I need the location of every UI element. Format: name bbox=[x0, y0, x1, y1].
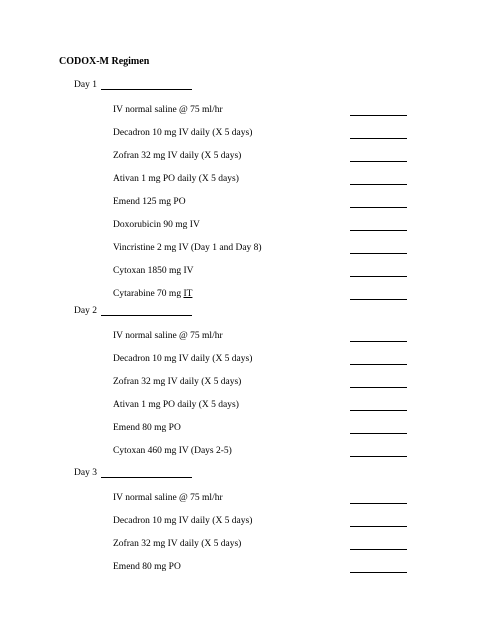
medication-check-blank[interactable] bbox=[350, 184, 407, 185]
medication-check-blank[interactable] bbox=[350, 364, 407, 365]
medication-label: IV normal saline @ 75 ml/hr bbox=[113, 493, 223, 503]
medication-row bbox=[113, 443, 408, 457]
medication-row bbox=[113, 263, 408, 277]
medication-label: Ativan 1 mg PO daily (X 5 days) bbox=[113, 400, 239, 410]
medication-row bbox=[113, 194, 408, 208]
medication-row bbox=[113, 125, 408, 139]
medication-row bbox=[113, 217, 408, 231]
medication-row bbox=[113, 171, 408, 185]
day-2-header bbox=[74, 305, 192, 319]
medication-check-blank[interactable] bbox=[350, 299, 407, 300]
medication-row bbox=[113, 536, 408, 550]
medication-label: IV normal saline @ 75 ml/hr bbox=[113, 331, 223, 341]
day-signature-blank[interactable] bbox=[101, 305, 192, 316]
medication-label: Zofran 32 mg IV daily (X 5 days) bbox=[113, 377, 242, 387]
medication-check-blank[interactable] bbox=[350, 115, 407, 116]
medication-row bbox=[113, 102, 408, 116]
medication-row bbox=[113, 374, 408, 388]
day-signature-blank[interactable] bbox=[101, 467, 192, 478]
medication-label: Vincristine 2 mg IV (Day 1 and Day 8) bbox=[113, 243, 262, 253]
day-label: Day 2 bbox=[74, 306, 97, 316]
route-underlined: IT bbox=[183, 289, 193, 299]
medication-check-blank[interactable] bbox=[350, 253, 407, 254]
medication-label: Emend 80 mg PO bbox=[113, 562, 181, 572]
medication-label: Decadron 10 mg IV daily (X 5 days) bbox=[113, 354, 253, 364]
medication-check-blank[interactable] bbox=[350, 433, 407, 434]
medication-row bbox=[113, 286, 408, 300]
day-label: Day 3 bbox=[74, 468, 97, 478]
medication-check-blank[interactable] bbox=[350, 341, 407, 342]
medication-label: Doxorubicin 90 mg IV bbox=[113, 220, 200, 230]
medication-check-blank[interactable] bbox=[350, 387, 407, 388]
medication-check-blank[interactable] bbox=[350, 207, 407, 208]
medication-check-blank[interactable] bbox=[350, 456, 407, 457]
medication-label: Decadron 10 mg IV daily (X 5 days) bbox=[113, 128, 253, 138]
medication-check-blank[interactable] bbox=[350, 549, 407, 550]
medication-check-blank[interactable] bbox=[350, 276, 407, 277]
medication-label: Cytarabine 70 mg IT bbox=[113, 289, 193, 299]
day-signature-blank[interactable] bbox=[101, 79, 192, 90]
medication-row bbox=[113, 397, 408, 411]
medication-label: Decadron 10 mg IV daily (X 5 days) bbox=[113, 516, 253, 526]
medication-row bbox=[113, 240, 408, 254]
medication-check-blank[interactable] bbox=[350, 230, 407, 231]
medication-label: Cytoxan 1850 mg IV bbox=[113, 266, 194, 276]
medication-check-blank[interactable] bbox=[350, 572, 407, 573]
medication-label: Cytoxan 460 mg IV (Days 2-5) bbox=[113, 446, 232, 456]
medication-check-blank[interactable] bbox=[350, 503, 407, 504]
day-1-header bbox=[74, 79, 192, 93]
medication-row bbox=[113, 490, 408, 504]
medication-row bbox=[113, 148, 408, 162]
medication-label: Emend 80 mg PO bbox=[113, 423, 181, 433]
medication-label: Emend 125 mg PO bbox=[113, 197, 186, 207]
medication-check-blank[interactable] bbox=[350, 161, 407, 162]
medication-row bbox=[113, 513, 408, 527]
medication-label: IV normal saline @ 75 ml/hr bbox=[113, 105, 223, 115]
medication-row bbox=[113, 351, 408, 365]
medication-row bbox=[113, 328, 408, 342]
medication-row bbox=[113, 559, 408, 573]
medication-label: Zofran 32 mg IV daily (X 5 days) bbox=[113, 539, 242, 549]
day-label: Day 1 bbox=[74, 80, 97, 90]
page-title: CODOX-M Regimen bbox=[59, 56, 150, 67]
medication-check-blank[interactable] bbox=[350, 526, 407, 527]
medication-check-blank[interactable] bbox=[350, 138, 407, 139]
day-3-header bbox=[74, 467, 192, 481]
medication-label: Ativan 1 mg PO daily (X 5 days) bbox=[113, 174, 239, 184]
medication-row bbox=[113, 420, 408, 434]
medication-label: Zofran 32 mg IV daily (X 5 days) bbox=[113, 151, 242, 161]
medication-check-blank[interactable] bbox=[350, 410, 407, 411]
